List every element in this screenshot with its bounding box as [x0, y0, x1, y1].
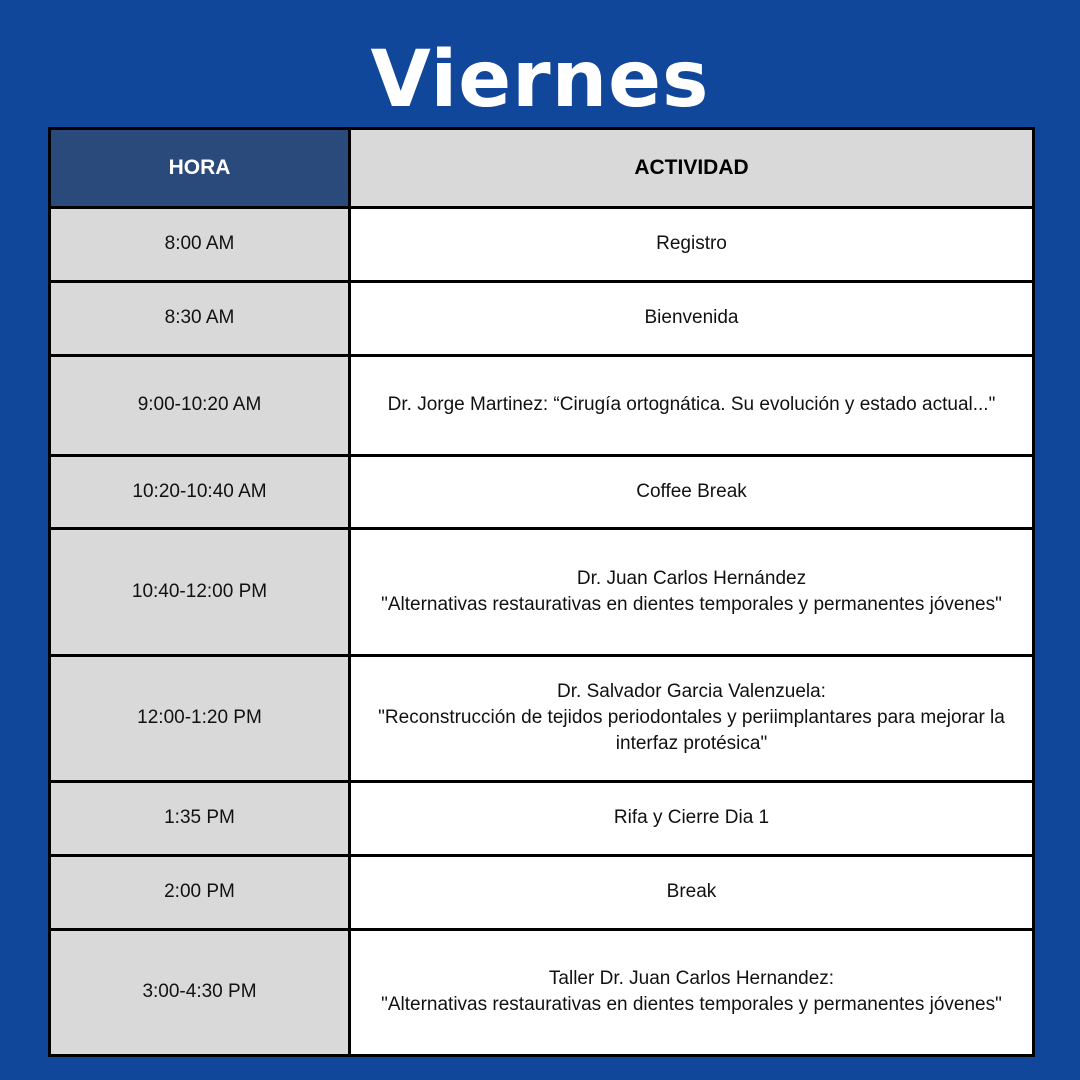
- hora-cell: 10:40-12:00 PM: [50, 529, 350, 655]
- actividad-line: Rifa y Cierre Dia 1: [613, 807, 770, 829]
- table-row: [50, 655, 1034, 781]
- hora-cell: 2:00 PM: [50, 855, 350, 929]
- hora-cell: 8:00 AM: [50, 208, 350, 282]
- table-header-row: [50, 129, 1034, 208]
- actividad-line: Bienvenida: [644, 307, 739, 329]
- header-hora: HORA: [50, 129, 350, 208]
- schedule-table: [48, 127, 1035, 1057]
- actividad-line: Registro: [656, 233, 727, 255]
- actividad-topic: "Reconstrucción de tejidos periodontales y periimplantares para mejorar la interfaz protésica": [378, 707, 1005, 755]
- hora-cell: 1:35 PM: [50, 782, 350, 856]
- table-row: [50, 355, 1034, 455]
- actividad-cell: [350, 208, 1034, 282]
- table-row: [50, 929, 1034, 1055]
- table-row: [50, 455, 1034, 529]
- actividad-speaker: Dr. Juan Carlos Hernández: [576, 568, 807, 590]
- hora-cell: 12:00-1:20 PM: [50, 655, 350, 781]
- actividad-cell: [350, 855, 1034, 929]
- actividad-cell: [350, 529, 1034, 655]
- page-title: Viernes: [370, 35, 710, 125]
- table-row: [50, 281, 1034, 355]
- table-row: [50, 855, 1034, 929]
- actividad-topic: "Alternativas restaurativas en dientes temporales y permanentes jóvenes": [381, 994, 1002, 1016]
- actividad-cell: [350, 281, 1034, 355]
- actividad-topic: "Alternativas restaurativas en dientes temporales y permanentes jóvenes": [381, 594, 1002, 616]
- table-row: [50, 208, 1034, 282]
- table-row: [50, 782, 1034, 856]
- actividad-cell: [350, 455, 1034, 529]
- header-actividad: ACTIVIDAD: [350, 129, 1034, 208]
- hora-cell: 9:00-10:20 AM: [50, 355, 350, 455]
- hora-cell: 10:20-10:40 AM: [50, 455, 350, 529]
- actividad-cell: [350, 355, 1034, 455]
- actividad-line: Dr. Jorge Martinez: “Cirugía ortognática. Su evolución y estado actual...": [387, 394, 996, 416]
- actividad-cell: [350, 655, 1034, 781]
- hora-cell: 3:00-4:30 PM: [50, 929, 350, 1055]
- hora-cell: 8:30 AM: [50, 281, 350, 355]
- table-row: [50, 529, 1034, 655]
- actividad-cell: [350, 782, 1034, 856]
- actividad-line: Break: [666, 881, 717, 903]
- actividad-cell: [350, 929, 1034, 1055]
- actividad-speaker: Taller Dr. Juan Carlos Hernandez:: [548, 968, 835, 990]
- actividad-line: Coffee Break: [636, 481, 747, 502]
- actividad-speaker: Dr. Salvador Garcia Valenzuela:: [557, 681, 826, 703]
